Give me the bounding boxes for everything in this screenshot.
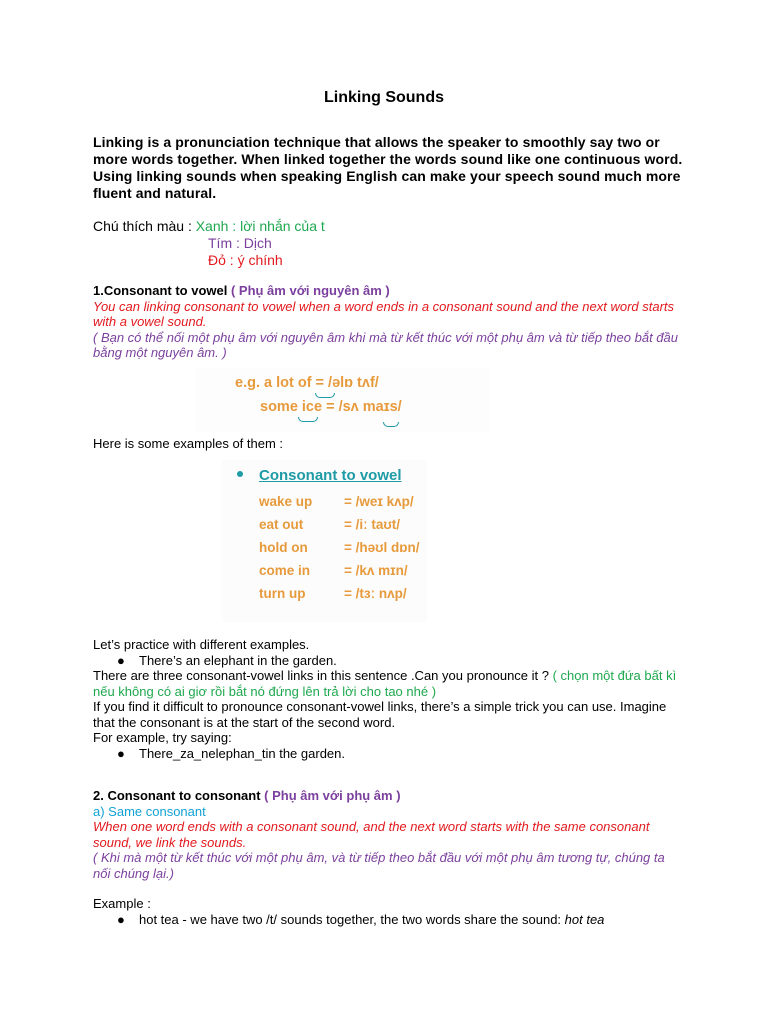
- section-2-rule-en: When one word ends with a consonant sound, and the next word starts with the same consonant sound, we link the sounds.: [93, 819, 650, 850]
- link-arc: [383, 422, 399, 427]
- example-words: come in: [259, 563, 311, 578]
- section-1-heading-vi: ( Phụ âm với nguyên âm ): [227, 283, 390, 298]
- example-image-1-line-2: some ice = /sʌ maɪs/: [260, 399, 402, 415]
- list-item-text: There_za_nelephan_tin the garden.: [139, 745, 345, 761]
- section-1: [93, 283, 683, 361]
- for-example-text: For example, try saying:: [93, 730, 232, 745]
- link-arc: [298, 417, 318, 422]
- section-2-heading-vi: ( Phụ âm với phụ âm ): [260, 788, 401, 803]
- example-image-2: [222, 460, 427, 622]
- trick-text: If you find it difficult to pronounce consonant-vowel links, there’s a simple trick you can use. Imagine that the consonant is at the start of the second word.: [93, 699, 667, 730]
- list-item: [93, 746, 683, 762]
- list-item-text: hot tea - we have two /t/ sounds together, the two words share the sound:: [139, 911, 565, 927]
- example-row: [259, 586, 407, 602]
- example-ipa: = /tɜː nʌp/: [344, 586, 407, 601]
- example-ipa: = /həʊl dɒn/: [344, 540, 420, 555]
- example-words: wake up: [259, 494, 313, 509]
- example-words: turn up: [259, 586, 306, 601]
- example-image-1-line-1: e.g. a lot of = /əlɒ tʌf/: [235, 375, 379, 391]
- list-item-italic: hot tea: [564, 911, 605, 927]
- example-label: Example :: [93, 896, 151, 911]
- bullet-icon: ●: [117, 652, 125, 668]
- example-image-2-heading: Consonant to vowel: [259, 467, 402, 484]
- section-2-heading: 2. Consonant to consonant: [93, 788, 261, 803]
- teacher-note: ( chọn một đứa bất kì nếu không có ai giơ rồi bắt nó đứng lên trả lời cho tao nhé ): [93, 668, 677, 699]
- section-1-heading: 1.Consonant to vowel: [93, 283, 228, 298]
- section-2-rule-vi: ( Khi mà một từ kết thúc với một phụ âm, và từ tiếp theo bắt đầu với một phụ âm tương tự, chúng ta nối chúng lại.): [93, 850, 665, 881]
- example-ipa: = /iː taʊt/: [344, 517, 401, 532]
- list-item: [93, 912, 683, 928]
- list-item: [93, 653, 683, 669]
- example-row: [259, 540, 420, 556]
- section-2-sub: a) Same consonant: [93, 803, 206, 819]
- legend-green: Xanh : lời nhắn của t: [195, 218, 325, 234]
- example-ipa: = /weɪ kʌp/: [344, 494, 414, 509]
- example-row: [259, 563, 408, 579]
- legend-red: Đỏ : ý chính: [208, 252, 283, 268]
- practice-text: Let’s practice with different examples.: [93, 637, 310, 652]
- example-words: eat out: [259, 517, 304, 532]
- section-2: [93, 788, 683, 927]
- examples-intro: Here is some examples of them :: [93, 436, 284, 451]
- link-arc: [315, 393, 335, 398]
- practice-block: [93, 637, 683, 761]
- example-ipa: = /kʌ mɪn/: [344, 563, 408, 578]
- links-text: There are three consonant-vowel links in this sentence .Can you pronounce it ?: [93, 668, 549, 683]
- example-row: [259, 517, 401, 533]
- color-legend: [93, 218, 325, 269]
- bullet-icon: [237, 471, 243, 477]
- example-words: hold on: [259, 540, 308, 555]
- section-1-rule-vi: ( Bạn có thể nối một phụ âm với nguyên âm khi mà từ kết thúc với một phụ âm và từ tiếp theo bắt đầu bằng một nguyên âm. ): [93, 329, 678, 360]
- section-1-rule-en: You can linking consonant to vowel when a word ends in a consonant sound and the next word starts with a vowel sound.: [93, 298, 675, 329]
- example-image-1: [195, 368, 490, 432]
- legend-label: Chú thích màu :: [93, 218, 196, 234]
- example-row: [259, 494, 414, 510]
- bullet-icon: ●: [117, 745, 125, 761]
- links-question: [93, 668, 683, 699]
- page-title: Linking Sounds: [324, 89, 444, 106]
- list-item-text: There’s an elephant in the garden.: [139, 652, 337, 668]
- legend-purple: Tím : Dịch: [208, 235, 272, 251]
- intro-paragraph: Linking is a pronunciation technique that allows the speaker to smoothly say two or more words together. When linked together the words sound like one continuous word. Using linking sounds when speaking English can make your speech sound much more fluent and natural.: [93, 134, 683, 201]
- bullet-icon: ●: [117, 911, 125, 927]
